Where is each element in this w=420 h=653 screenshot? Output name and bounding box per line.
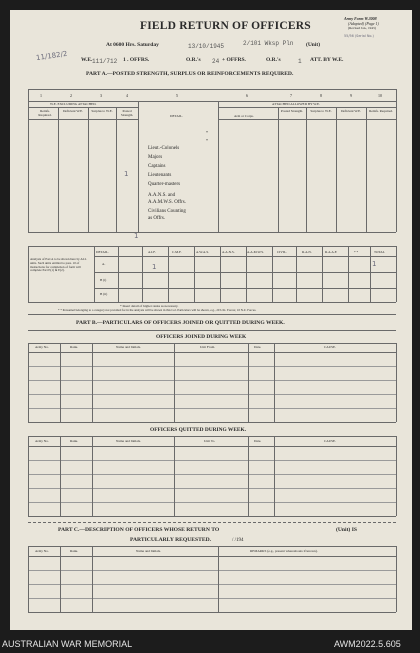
header-posted-left: Posted Strength. [120, 109, 134, 117]
col-num-7: 7 [290, 93, 292, 98]
quitted-col-date: Date. [254, 439, 262, 443]
analysis-col-aans: A.A.N.S. [222, 250, 235, 254]
header-arm-corps: Arm or Corps. [234, 114, 254, 118]
part-c-date-blank: / /194 [232, 538, 244, 543]
part-c-col-rank: Rank. [70, 549, 79, 553]
document-sheet [10, 10, 412, 630]
analysis-row-bii: B (ii) [100, 292, 108, 296]
we-number: 111/712 [92, 58, 118, 65]
analysis-note: Analysis of Part A to be shown here by ALL units. Such units entitled to para. 10 of instructions for completion of form will complete Part E(1) & E(2). [30, 257, 87, 273]
analysis-col-detail: DETAIL. [96, 250, 109, 254]
header-surplus-left: Surplus to W.E. [91, 109, 113, 113]
we-label: W.E. [81, 57, 93, 63]
rank-quartermasters: Quarter-masters [148, 182, 181, 187]
rank-asterisk-2: * [206, 138, 208, 143]
unit-label: (Unit) [306, 42, 321, 48]
plus-offrs-label: + OFFRS. [222, 57, 246, 63]
group-we-excluding: W.E. EXCLUDING ATTACHED. [50, 102, 97, 106]
header-reinfs-right: Reinfs. Required. [369, 109, 393, 113]
col-num-1: 1 [40, 93, 42, 98]
part-c-col-name: Name and Initials. [136, 549, 161, 553]
or-count: 24 [212, 58, 220, 65]
col-num-10: 10 [378, 93, 382, 98]
col-num-9: 9 [350, 93, 352, 98]
serial-number: 55/56 (Serial No.) [344, 34, 374, 38]
analysis-row-a: A. [102, 262, 106, 266]
analysis-total-value: 1 [372, 260, 377, 268]
footnote-other-personnel: * * Personnel belonging to a category not provided for in the analysis will be shown in this Col. Particulars will be shown, e.g., 20 U.K. Forces; 10 N.Z. Forces. [58, 308, 257, 312]
group-attached-allowed: ATTACHED ALLOWED BY W.E. [272, 102, 320, 106]
rank-civilians-offrs: as Offrs. [148, 216, 166, 221]
header-deficient-right: Deficient W.E. [340, 109, 362, 113]
rank-captains: Captains [148, 164, 166, 169]
or2-count: 1 [298, 58, 302, 65]
analysis-col-total: TOTAL [374, 250, 385, 254]
rank-lieut-colonels: Lieut.-Colonels [148, 146, 180, 151]
posted-strength-lieutenants: 1 [124, 170, 129, 178]
rank-asterisk-1: * [206, 130, 208, 135]
col-num-4: 4 [126, 93, 128, 98]
analysis-col-cmf: C.M.F. [172, 250, 182, 254]
part-c-col-army-no: Army No. [35, 549, 49, 553]
form-revised: (Revised Jan., 1943) [348, 26, 376, 30]
posted-strength-total-mark: 1 [134, 232, 139, 240]
col-num-3: 3 [100, 93, 102, 98]
handwritten-reference: 11/182/2 [35, 49, 68, 63]
joined-col-name: Name and Initials. [116, 345, 141, 349]
or2-label: O.R.'s [266, 57, 281, 63]
analysis-aif-value: 1 [152, 263, 157, 271]
joined-col-rank: Rank. [70, 345, 79, 349]
offrs-label: 1 . OFFRS. [123, 57, 150, 63]
header-deficient-left: Deficient W.E. [62, 109, 84, 113]
return-date: 13/10/1945 [188, 43, 225, 50]
part-b-title: PART B.—PARTICULARS OF OFFICERS JOINED OR QUITTED DURING WEEK. [76, 320, 285, 326]
header-surplus-right: Surplus to W.E. [310, 109, 332, 113]
analysis-col-ran: R.A.N. [302, 250, 312, 254]
analysis-col-aif: A.I.F. [148, 250, 156, 254]
quitted-col-unit-to: Unit To. [204, 439, 216, 443]
col-num-5: 5 [176, 93, 178, 98]
quitted-col-cause: CAUSE. [324, 439, 336, 443]
form-reference: Army Form W.3008 [344, 16, 377, 21]
analysis-col-aamws: A.A.M.W.S. [247, 250, 264, 254]
joined-col-date: Date. [254, 345, 262, 349]
at-hours-label: At 0600 Hrs. Saturday [106, 42, 159, 48]
part-a-title: PART A.—POSTED STRENGTH, SURPLUS OR REINFORCEMENTS REQUIRED. [86, 71, 294, 77]
rank-lieutenants: Lieutenants [148, 173, 172, 178]
quitted-col-army-no: Army No. [35, 439, 49, 443]
header-reinfs-left: Reinfs. Required. [38, 109, 52, 117]
joined-col-army-no: Army No. [35, 345, 49, 349]
analysis-col-raaf: R.A.A.F. [325, 250, 338, 254]
col-num-2: 2 [70, 93, 72, 98]
quitted-col-name: Name and Initials. [116, 439, 141, 443]
analysis-row-bi: B (i) [100, 278, 107, 282]
quitted-col-rank: Rank. [70, 439, 79, 443]
part-c-col-remarks: REMARKS (e.g., present whereabouts if known). [250, 549, 318, 553]
rank-civilians: Civilians Counting [148, 209, 186, 214]
analysis-col-awas: A.W.A.S. [196, 250, 210, 254]
footer-catalogue-number: AWM2022.5.605 [334, 639, 401, 649]
archive-footer [0, 634, 420, 653]
quitted-section-title: OFFICERS QUITTED DURING WEEK. [150, 427, 247, 433]
footer-institution: AUSTRALIAN WAR MEMORIAL [2, 639, 133, 649]
rank-aamws: A.A.M.W.S. Offrs. [148, 200, 186, 205]
analysis-col-other: * * [354, 250, 359, 254]
part-c-title: PART C.—DESCRIPTION OF OFFICERS WHOSE RETURN TO [58, 527, 220, 533]
part-c-unit-label: (Unit) IS [336, 527, 357, 533]
joined-section-title: OFFICERS JOINED DURING WEEK [156, 334, 247, 340]
analysis-col-civil: CIVIL. [277, 250, 287, 254]
or-label: O.R.'s [186, 57, 201, 63]
footnote-higher-ranks: * Insert detail of higher ranks as necessary. [120, 304, 179, 308]
rank-majors: Majors [148, 155, 163, 160]
page-title: FIELD RETURN OF OFFICERS [140, 20, 311, 32]
part-c-requested: PARTICULARLY REQUESTED. [130, 537, 212, 543]
col-num-6: 6 [246, 93, 248, 98]
header-posted-right: Posted Strength. [280, 109, 304, 113]
unit-name: 2/101 Wksp Pln [243, 40, 294, 47]
rank-aans: A.A.N.S. and [148, 193, 176, 198]
form-adapted: (Adapted) (Page 1) [348, 21, 379, 26]
header-detail: DETAIL. [170, 114, 183, 118]
joined-col-cause: CAUSE. [324, 345, 336, 349]
joined-col-unit-from: Unit From. [200, 345, 216, 349]
att-by-we-label: ATT. BY W.E. [310, 57, 344, 63]
col-num-8: 8 [320, 93, 322, 98]
